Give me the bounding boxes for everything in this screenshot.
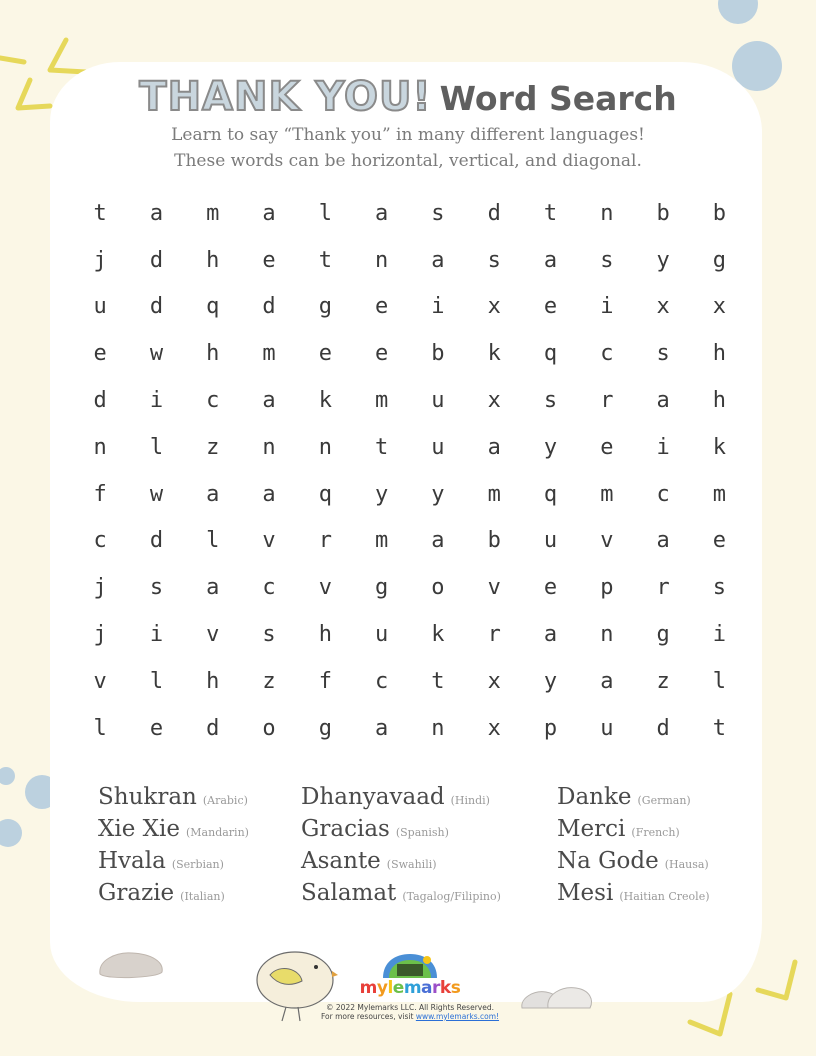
rocks-right <box>518 982 598 1012</box>
word-language: (Hausa) <box>664 858 709 871</box>
grid-letter: j <box>93 575 107 601</box>
grid-letter: z <box>206 434 220 460</box>
grid-letter: r <box>318 528 332 554</box>
grid-letter: y <box>375 481 389 507</box>
word-name: Mesi <box>557 880 614 906</box>
grid-letter: a <box>600 668 614 694</box>
grid-letter: m <box>375 388 389 414</box>
grid-letter: m <box>712 481 727 507</box>
grid-letter: x <box>712 294 727 320</box>
grid-letter: s <box>656 341 670 367</box>
subtitle-line-2: These words can be horizontal, vertical, and diagonal. <box>174 151 642 171</box>
grid-letter: u <box>93 294 107 320</box>
word-language: (Hindi) <box>450 794 490 807</box>
grid-letter: i <box>149 622 164 648</box>
grid-letter: j <box>93 247 107 273</box>
grid-letter: j <box>93 622 107 648</box>
logo-wordmark: mylemarks <box>359 978 461 998</box>
word-language: (Spanish) <box>395 826 449 839</box>
mylemarks-logo-graphic <box>375 952 445 980</box>
grid-letter: n <box>262 434 276 460</box>
grid-letter: e <box>712 528 727 554</box>
grid-letter: l <box>712 668 727 694</box>
grid-letter: s <box>431 200 445 226</box>
grid-letter: u <box>543 528 558 554</box>
grid-letter: s <box>543 388 558 414</box>
grid-letter: b <box>656 200 670 226</box>
grid-letter: f <box>93 481 107 507</box>
grid-letter: t <box>375 434 389 460</box>
yellow-chevron-2 <box>50 40 86 72</box>
page-title <box>0 74 816 120</box>
grid-letter: e <box>543 294 558 320</box>
grid-letter: a <box>206 575 220 601</box>
grid-letter: a <box>262 200 276 226</box>
grid-letter: d <box>93 388 107 414</box>
blue-blob-top <box>718 0 758 24</box>
grid-letter: a <box>543 622 558 648</box>
grid-letter: l <box>318 200 332 226</box>
grid-letter: n <box>600 622 614 648</box>
grid-letter: l <box>93 715 107 741</box>
grid-letter: g <box>318 294 332 320</box>
letter-grid <box>72 190 748 752</box>
grid-letter: f <box>318 668 332 694</box>
grid-letter: n <box>375 247 389 273</box>
yellow-chevron-5 <box>758 962 795 998</box>
grid-letter: v <box>93 668 107 694</box>
mylemarks-logo <box>355 978 465 998</box>
yellow-chevron-1 <box>0 58 24 62</box>
grid-letter: i <box>600 294 614 320</box>
grid-letter: v <box>487 575 501 601</box>
word-name: Gracias <box>301 816 390 842</box>
word-language: (Haitian Creole) <box>619 890 710 903</box>
word-item <box>557 784 710 816</box>
grid-letter: m <box>600 481 614 507</box>
grid-letter: v <box>600 528 614 554</box>
word-name: Asante <box>301 848 381 874</box>
grid-letter: t <box>93 200 107 226</box>
footer <box>300 1003 520 1021</box>
word-item <box>557 816 710 848</box>
grid-letter: e <box>262 247 276 273</box>
blue-blob-left-2 <box>0 767 15 785</box>
grid-letter: a <box>206 481 220 507</box>
grid-letter: a <box>487 434 501 460</box>
grid-letter: a <box>656 388 670 414</box>
grid-letter: n <box>318 434 332 460</box>
title-word-search: Word Search <box>439 79 677 118</box>
grid-letter: g <box>318 715 332 741</box>
word-item <box>98 816 249 848</box>
rock-left <box>96 950 166 980</box>
word-language: (Arabic) <box>202 794 248 807</box>
grid-letter: e <box>375 294 389 320</box>
grid-letter: h <box>712 341 727 367</box>
grid-letter: h <box>206 247 220 273</box>
grid-letter: g <box>712 247 727 273</box>
word-item <box>98 880 249 912</box>
grid-letter: u <box>431 434 445 460</box>
grid-letter: z <box>262 668 276 694</box>
grid-letter: a <box>149 200 164 226</box>
grid-letter: k <box>431 622 445 648</box>
word-item <box>98 848 249 880</box>
word-column-3 <box>557 784 710 912</box>
grid-letter: c <box>600 341 614 367</box>
grid-letter: y <box>431 481 445 507</box>
grid-letter: m <box>375 528 389 554</box>
grid-letter: d <box>206 715 220 741</box>
copyright-text: © 2022 Mylemarks LLC. All Rights Reserved. <box>326 1003 494 1012</box>
grid-letter: e <box>149 715 164 741</box>
word-name: Salamat <box>301 880 397 906</box>
grid-letter: b <box>431 341 445 367</box>
word-name: Hvala <box>98 848 166 874</box>
grid-letter: h <box>712 388 727 414</box>
grid-letter: r <box>656 575 670 601</box>
grid-letter: h <box>206 341 220 367</box>
grid-letter: a <box>262 481 276 507</box>
grid-letter: q <box>543 341 558 367</box>
grid-letter: v <box>206 622 220 648</box>
grid-letter: a <box>431 247 445 273</box>
grid-letter: e <box>600 434 614 460</box>
word-language: (Mandarin) <box>186 826 249 839</box>
grid-letter: w <box>149 481 164 507</box>
grid-letter: c <box>93 528 107 554</box>
grid-letter: v <box>318 575 332 601</box>
grid-letter: t <box>543 200 558 226</box>
grid-letter: a <box>543 247 558 273</box>
word-item <box>301 784 501 816</box>
grid-letter: a <box>375 715 389 741</box>
word-name: Danke <box>557 784 632 810</box>
grid-letter: x <box>487 715 501 741</box>
grid-letter: k <box>318 388 332 414</box>
grid-letter: p <box>600 575 614 601</box>
word-item <box>301 880 501 912</box>
word-name: Shukran <box>98 784 197 810</box>
grid-letter: v <box>262 528 276 554</box>
grid-letter: r <box>487 622 501 648</box>
grid-letter: d <box>149 294 164 320</box>
word-name: Merci <box>557 816 626 842</box>
grid-letter: y <box>543 434 558 460</box>
grid-letter: z <box>656 668 670 694</box>
grid-letter: d <box>149 247 164 273</box>
grid-letter: b <box>487 528 501 554</box>
grid-letter: s <box>262 622 276 648</box>
grid-letter: s <box>712 575 727 601</box>
grid-letter: n <box>93 434 107 460</box>
grid-letter: u <box>600 715 614 741</box>
grid-letter: m <box>487 481 501 507</box>
word-item <box>301 816 501 848</box>
grid-letter: n <box>431 715 445 741</box>
grid-letter: m <box>206 200 220 226</box>
grid-letter: h <box>318 622 332 648</box>
grid-letter: i <box>712 622 727 648</box>
grid-letter: x <box>487 668 501 694</box>
word-item <box>557 880 710 912</box>
grid-letter: d <box>656 715 670 741</box>
grid-letter: b <box>712 200 727 226</box>
grid-letter: i <box>149 388 164 414</box>
resources-text <box>300 1012 520 1021</box>
grid-letter: q <box>543 481 558 507</box>
grid-letter: q <box>206 294 220 320</box>
grid-letter: t <box>712 715 727 741</box>
grid-letter: c <box>375 668 389 694</box>
word-item <box>98 784 249 816</box>
word-item <box>301 848 501 880</box>
grid-letter: y <box>543 668 558 694</box>
grid-letter: l <box>149 668 164 694</box>
grid-letter: g <box>656 622 670 648</box>
grid-letter: e <box>375 341 389 367</box>
grid-letter: t <box>318 247 332 273</box>
word-language: (Italian) <box>180 890 225 903</box>
grid-letter: c <box>262 575 276 601</box>
grid-letter: g <box>375 575 389 601</box>
word-name: Grazie <box>98 880 175 906</box>
grid-letter: k <box>487 341 501 367</box>
grid-letter: t <box>431 668 445 694</box>
grid-letter: d <box>487 200 501 226</box>
grid-letter: x <box>487 388 501 414</box>
grid-letter: n <box>600 200 614 226</box>
grid-letter: y <box>656 247 670 273</box>
grid-letter: q <box>318 481 332 507</box>
grid-letter: s <box>149 575 164 601</box>
grid-letter: h <box>206 668 220 694</box>
grid-letter: a <box>375 200 389 226</box>
grid-letter: w <box>149 341 164 367</box>
grid-letter: d <box>149 528 164 554</box>
grid-letter: p <box>543 715 558 741</box>
grid-letter: k <box>712 434 727 460</box>
grid-letter: l <box>206 528 220 554</box>
grid-letter: u <box>431 388 445 414</box>
grid-letter: o <box>262 715 276 741</box>
grid-letter: u <box>375 622 389 648</box>
grid-letter: r <box>600 388 614 414</box>
grid-letter: x <box>656 294 670 320</box>
grid-letter: a <box>656 528 670 554</box>
resources-link[interactable]: www.mylemarks.com! <box>415 1012 500 1021</box>
grid-letter: a <box>431 528 445 554</box>
grid-letter: s <box>487 247 501 273</box>
grid-letter: e <box>543 575 558 601</box>
word-name: Na Gode <box>557 848 659 874</box>
grid-letter: s <box>600 247 614 273</box>
word-column-1 <box>98 784 249 912</box>
grid-letter: i <box>431 294 445 320</box>
grid-letter: a <box>262 388 276 414</box>
word-column-2 <box>301 784 501 912</box>
word-name: Xie Xie <box>98 816 180 842</box>
word-language: (Swahili) <box>386 858 437 871</box>
grid-letter: i <box>656 434 670 460</box>
word-name: Dhanyavaad <box>301 784 445 810</box>
word-language: (Serbian) <box>171 858 224 871</box>
subtitle-line-1: Learn to say “Thank you” in many different languages! <box>171 125 645 145</box>
word-item <box>557 848 710 880</box>
grid-letter: l <box>149 434 164 460</box>
grid-letter: c <box>206 388 220 414</box>
grid-letter: o <box>431 575 445 601</box>
word-list <box>0 784 816 914</box>
word-language: (Tagalog/Filipino) <box>402 890 501 903</box>
title-thank-you: THANK YOU! <box>139 74 432 120</box>
resources-prefix: For more resources, visit <box>320 1012 416 1021</box>
grid-letter: e <box>93 341 107 367</box>
grid-letter: d <box>262 294 276 320</box>
word-language: (French) <box>631 826 680 839</box>
grid-letter: m <box>262 341 276 367</box>
grid-letter: e <box>318 341 332 367</box>
grid-letter: x <box>487 294 501 320</box>
grid-letter: c <box>656 481 670 507</box>
word-language: (German) <box>637 794 691 807</box>
